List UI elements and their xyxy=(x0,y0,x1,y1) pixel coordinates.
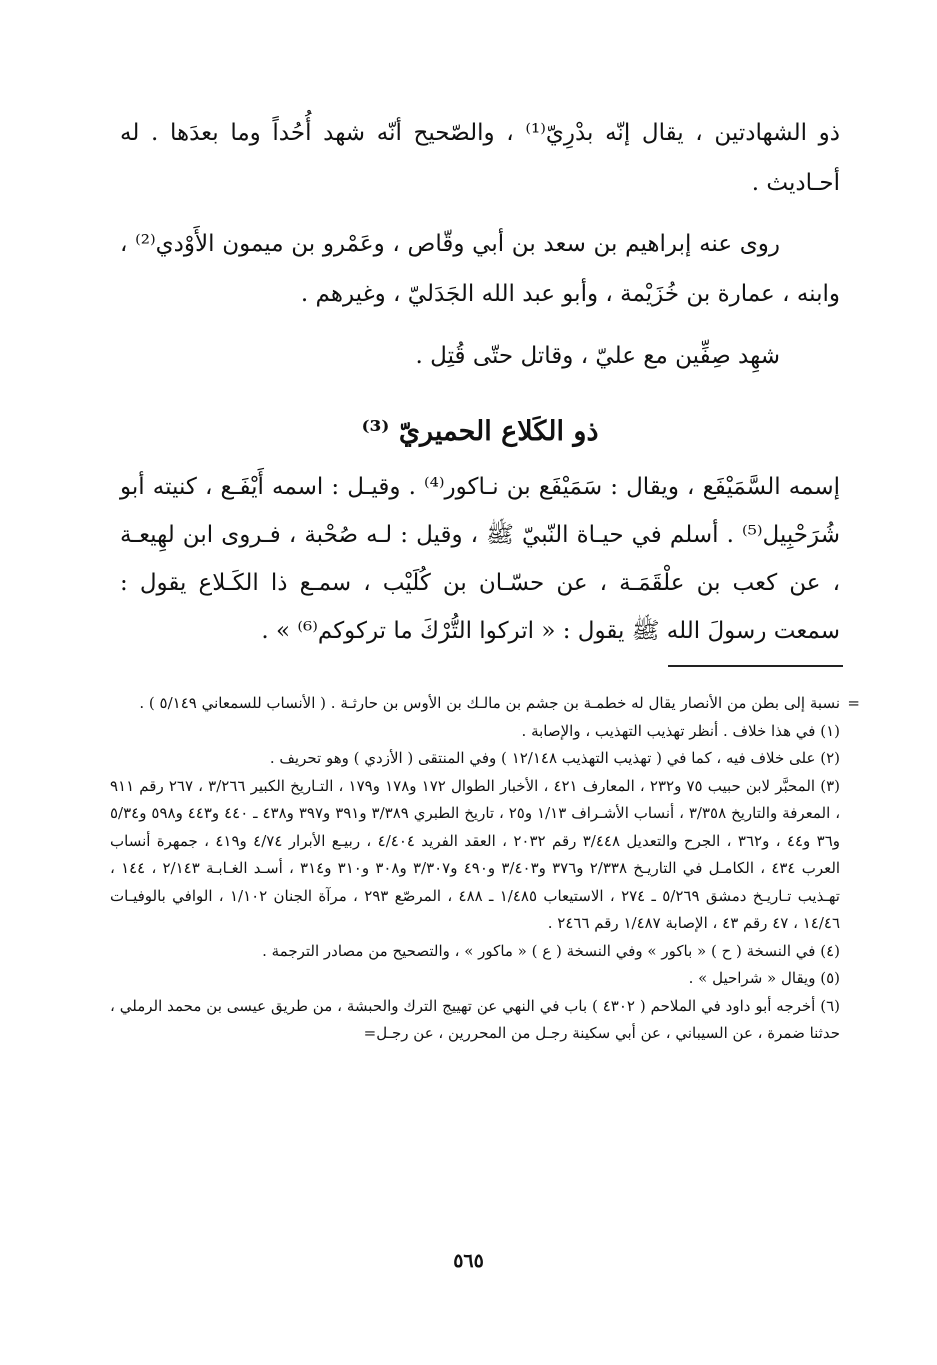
footnotes-block xyxy=(110,690,860,1048)
footnote-separator xyxy=(668,665,843,667)
footnote-1: (١) في هذا خلاف . أنظر تهذيب التهذيب ، والإصابة . xyxy=(521,721,840,740)
page-number: ٥٦٥ xyxy=(453,1250,484,1272)
footnote-3: (٣) المحبَّر لابن حبيب ٧٥ و٢٣٢ ، المعارف ٤٢١ ، الأخبار الطوال ١٧٢ و١٧٨ و١٧٩ ، التـاريخ الكبير ٣/٢٦٦ ، ٢٦٧ رقم ٩١١ ، المعرفة والتاريخ ٣/٣٥٨ ، أنساب الأشـراف ١/١٣ و٢٥ ، تاريخ الطبري ٣/٣٨٩ و٣٩١ و٣٩٧ و٤٣٨ ـ ٤٤٠ و٤٤٣ و٥٩٨ و٥/٣٤ و٣٦ و٤٤ ، و٣٦٢ ، الجرح والتعديل ٣/٤٤٨ رقم ٢٠٣٢ ، العقد الفريد ٤/٤٠٤ ، ربيـع الأبرار ٤/٧٤ و٤١٩ ، جمهرة أنساب العرب ٤٣٤ ، الكامـل في التاريـخ ٢/٣٣٨ و٣٧٦ و٣/٤٠٣ و٤٩٠ و٣/٣٠٧ و٣٠٨ و٣١٠ و٣١٤ ، أسـد الغـابـة ٢/١٤٣ ، ١٤٤ ، تهـذيب تـاريـخ دمشق ٥/٢٦٩ ـ ٢٧٤ ، الاستيعاب ١/٤٨٥ ـ ٤٨٨ ، المرصّع ٢٩٣ ، مرآة الجنان ١/١٠٢ ، الوافي بالوفيـات ١٤/٤٦ ، ٤٧ رقم ٤٣ ، الإصابة ١/٤٨٧ رقم ٢٤٦٦ . xyxy=(110,776,841,932)
body-paragraph-2: روى عنه إبراهيم بن سعد بن أبي وقّاص ، وعَمْرو بن ميمون الأَوْدي⁽²⁾ ، وابنه ، عمارة بن خُزَيْمة ، وأبو عبد الله الجَدَليّ ، وغيرهم . xyxy=(120,231,840,307)
body-paragraph-1: ذو الشهادتين ، يقال إنّه بدْرِيّ⁽¹⁾ ، والصّحيح أنّه شهد أُحُداً وما بعدَها . له أحـاديث . xyxy=(120,120,840,196)
footnote-continuation xyxy=(110,690,860,718)
body-paragraph-3: شهِد صِفِّين مع عليّ ، وقاتل حتّى قُتِل . xyxy=(415,343,780,369)
body-paragraph-4: إسمه السَّمَيْفَع ، ويقال : سَمَيْفَع بن نـاكور⁽⁴⁾ . وقيـل : اسمه أَيْفَـع ، كنيته أبو شُرَحْبِيل⁽⁵⁾ . أسلم في حيـاة النّبيّ ﷺ ، وقيل : لـه صُحْبة ، فـروى ابن لهِيعـة ، عن كعب بن علْقَمَـة ، عن حسّـان بن كُلَيْب ، سمـع ذا الكَـلاع يقول : سمعت رسولَ الله ﷺ يقول : « اتركوا التُّرْكَ ما تركوكم⁽⁶⁾ » . xyxy=(120,474,840,644)
footnote-6: (٦) أخرجه أبو داود في الملاحم ( ٤٣٠٢ ) باب في النهي عن تهييج الترك والحبشة ، من طريق عيسى بن محمد الرملي ، حدثنا ضمرة ، عن السيباني ، عن أبي سكينة رجـل من المحررين ، عن رجـل= xyxy=(110,996,840,1042)
section-title: ذو الكَلاع الحميريّ ⁽³⁾ xyxy=(361,416,599,448)
footnote-2: (٢) على خلاف فيه ، كما في ( تهذيب التهذيب ١٢/١٤٨ ) وفي المنتقى ( الأزدي ) وهو تحريف . xyxy=(269,749,840,767)
footnote-continuation-text: نسبة إلى بطن من الأنصار يقال له خطمـة بن جشم بن مالـك بن الأوس بن حارثـة . ( الأنساب للسمعاني ٥/١٤٩ ) . xyxy=(139,694,840,712)
footnote-4: (٤) في النسخة ( ح ) « باكور » وفي النسخة ( ع ) « ماكور » ، والتصحيح من مصادر الترجمة . xyxy=(262,941,840,960)
footnote-5: (٥) ويقال « شراحيل » . xyxy=(688,969,840,987)
continuation-mark: = xyxy=(847,694,860,712)
